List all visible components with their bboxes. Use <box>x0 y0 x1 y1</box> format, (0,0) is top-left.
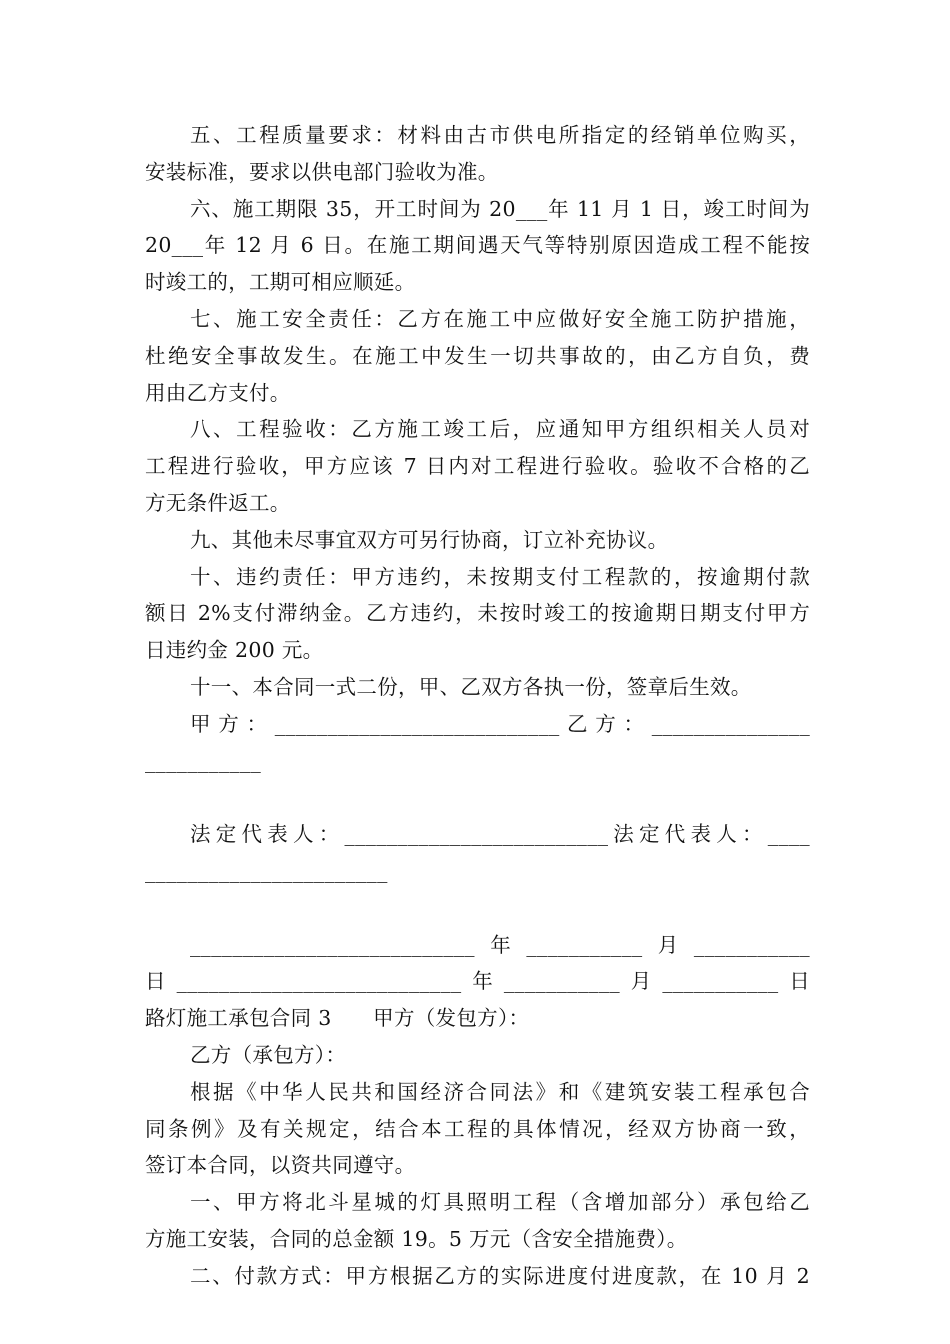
legal-rep-line-2: _______________________ <box>145 858 388 883</box>
contract-3-heading: 路灯施工承包合同 3 甲方（发包方）： <box>145 1006 530 1031</box>
clause-6-line-3: 时竣工的，工期可相应顺延。 <box>145 270 416 295</box>
clause-2-line-1: 二、付款方式：甲方根据乙方的实际进度付进度款，在 10 月 2 <box>190 1263 810 1288</box>
clause-11-line-1: 十一、本合同一式二份，甲、乙双方各执一份，签章后生效。 <box>190 674 752 699</box>
clause-7-line-1: 七、施工安全责任：乙方在施工中应做好安全施工防护措施， <box>190 306 810 331</box>
blank-line-1 <box>145 779 810 816</box>
party-signature-line-1: 甲方：___________________________乙方：_______________ <box>190 711 810 736</box>
clause-1-line-1: 一、甲方将北斗星城的灯具照明工程（含增加部分）承包给乙 <box>190 1190 810 1215</box>
preamble-line-1: 根据《中华人民共和国经济合同法》和《建筑安装工程承包合 <box>190 1079 810 1104</box>
clause-6-line-1: 六、施工期限 35，开工时间为 20___年 11 月 1 日，竣工时间为 <box>190 196 810 221</box>
clause-8-line-1: 八、工程验收：乙方施工竣工后，应通知甲方组织相关人员对 <box>190 417 810 442</box>
clause-10-line-1: 十、违约责任：甲方违约，未按期支付工程款的，按逾期付款 <box>190 564 810 589</box>
clause-5-line-1: 五、工程质量要求：材料由古市供电所指定的经销单位购买， <box>190 123 810 147</box>
preamble-line-2: 同条例》及有关规定，结合本工程的具体情况，经双方协商一致， <box>145 1116 810 1141</box>
date-line-2: 日___________________________年___________月___________日 <box>145 969 810 994</box>
clause-5-line-2: 安装标准，要求以供电部门验收为准。 <box>145 159 499 184</box>
clause-8-line-2: 工程进行验收，甲方应该 7 日内对工程进行验收。验收不合格的乙 <box>145 454 810 479</box>
clause-7-line-3: 用由乙方支付。 <box>145 380 291 405</box>
clause-7-line-2: 杜绝安全事故发生。在施工中发生一切共事故的，由乙方自负，费 <box>145 343 810 368</box>
clause-10-line-2: 额日 2%支付滞纳金。乙方违约，未按时竣工的按逾期日期支付甲方 <box>145 601 810 626</box>
clause-1-line-2: 方施工安装，合同的总金额 19。5 万元（含安全措施费）。 <box>145 1226 688 1251</box>
clause-9-line-1: 九、其他未尽事宜双方可另行协商，订立补充协议。 <box>190 527 669 552</box>
legal-rep-line-1: 法定代表人：_________________________法定代表人：____ <box>190 822 810 847</box>
contract-body <box>145 117 810 1295</box>
party-b-label: 乙方（承包方）： <box>190 1042 347 1067</box>
clause-8-line-3: 方无条件返工。 <box>145 490 291 515</box>
preamble-line-3: 签订本合同，以资共同遵守。 <box>145 1153 416 1178</box>
party-signature-line-2: ___________ <box>145 748 262 773</box>
date-line-1: ___________________________年___________月___________ <box>190 932 810 957</box>
clause-6-line-2: 20___年 12 月 6 日。在施工期间遇天气等特别原因造成工程不能按 <box>145 233 810 258</box>
clause-10-line-3: 日违约金 200 元。 <box>145 638 324 663</box>
blank-line-2 <box>145 890 810 927</box>
